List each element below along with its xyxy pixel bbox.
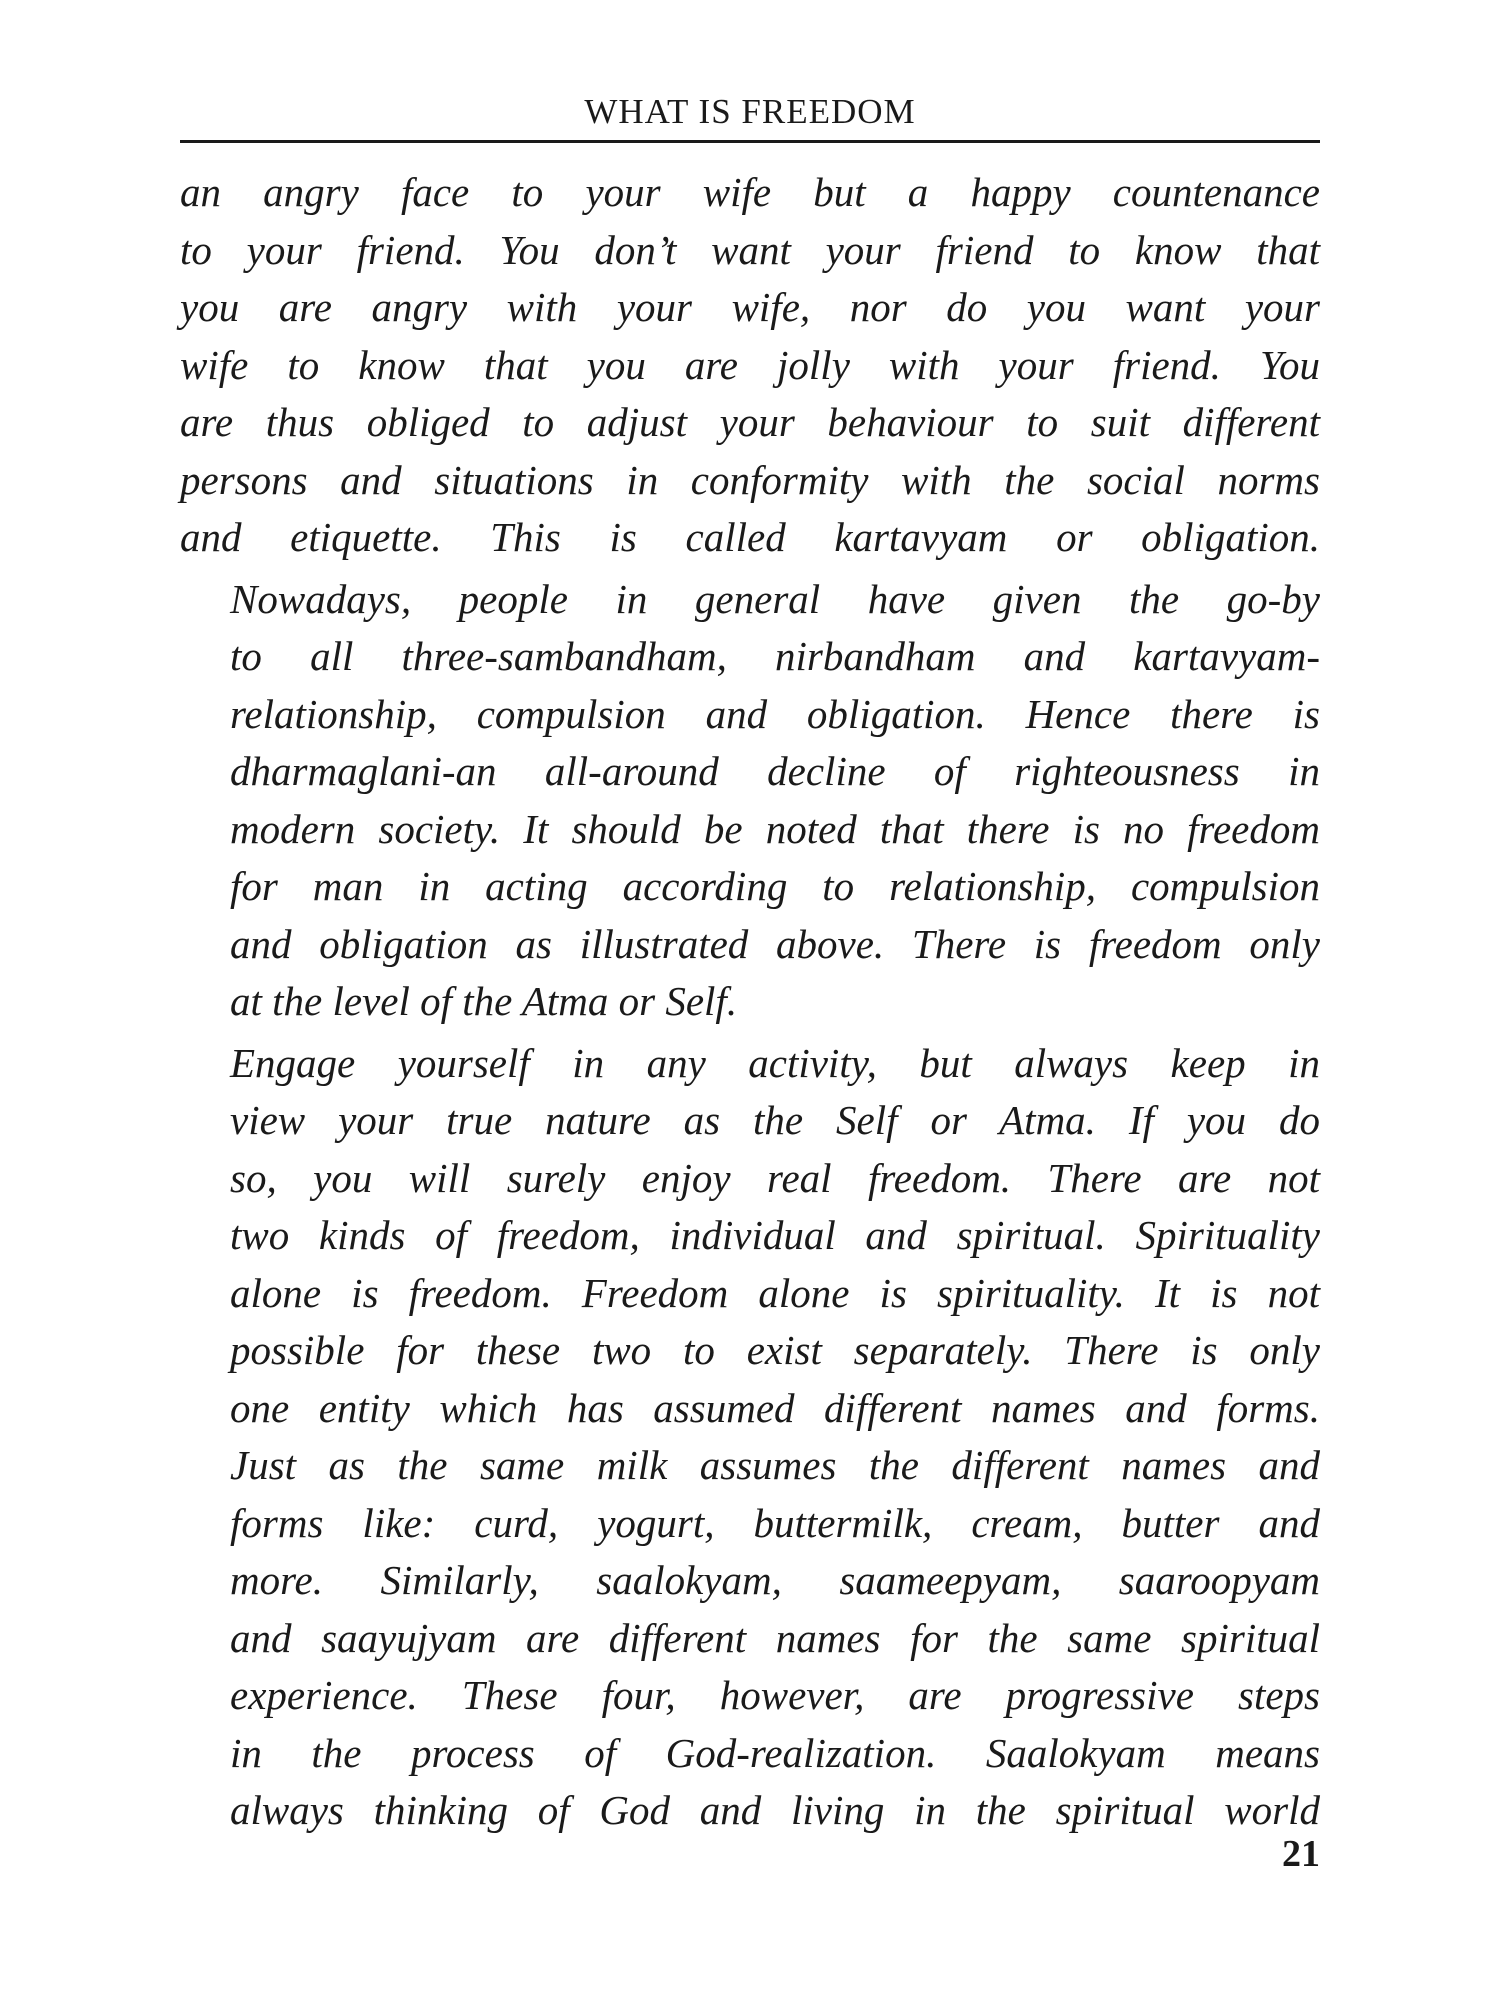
text-line: modern society. It should be noted that there is no freedom [230,805,1320,852]
text-line: Engage yourself in any activity, but always keep in [230,1039,1320,1086]
text-line: more. Similarly, saalokyam, saameepyam, saaroopyam [230,1557,1320,1603]
text-line: possible for these two to exist separately. There is only [230,1327,1320,1373]
text-line: Nowadays, people in general have given the go-by [230,575,1320,622]
text-line: you are angry with your wife, nor do you want your [180,284,1320,330]
paragraph-3 [180,1035,1320,1840]
text-line: always thinking of God and living in the spiritual world [230,1787,1320,1833]
text-line: relationship, compulsion and obligation. Hence there is [230,690,1320,737]
text-line: wife to know that you are jolly with your friend. You [180,341,1320,388]
text-line: at the level of the Atma or Self. [230,978,738,1024]
text-line: in the process of God-realization. Saalokyam means [230,1729,1320,1776]
text-line: are thus obliged to adjust your behaviour to suit different [180,399,1320,445]
page-number: 21 [1282,1833,1320,1875]
text-line: and obligation as illustrated above. There is freedom only [230,920,1320,967]
text-line: an angry face to your wife but a happy countenance [180,169,1320,215]
text-line: dharmaglani-an all-around decline of righteousness in [230,748,1320,794]
text-line: and saayujyam are different names for the same spiritual [230,1614,1320,1661]
text-line: view your true nature as the Self or Atma. If you do [230,1097,1320,1143]
text-line: and etiquette. This is called kartavyam or obligation. [180,514,1320,560]
text-line: alone is freedom. Freedom alone is spirituality. It is not [230,1269,1320,1316]
text-line: two kinds of freedom, individual and spiritual. Spirituality [230,1212,1320,1258]
text-line: persons and situations in conformity with the social norms [180,456,1320,503]
running-title: WHAT IS FREEDOM [584,92,916,131]
text-line: forms like: curd, yogurt, buttermilk, cream, butter and [230,1499,1320,1546]
paragraph-2 [180,571,1320,1031]
text-line: Just as the same milk assumes the different names and [230,1442,1320,1488]
text-line: one entity which has assumed different names and forms. [230,1384,1320,1431]
text-line: so, you will surely enjoy real freedom. There are not [230,1154,1320,1201]
text-line: for man in acting according to relationship, compulsion [230,863,1320,909]
text-line: experience. These four, however, are progressive steps [230,1672,1320,1718]
paragraph-1 [180,164,1320,567]
body-text [180,164,1320,1840]
text-line: to your friend. You don’t want your friend to know that [180,226,1320,273]
header-rule [180,140,1320,143]
text-line: to all three-sambandham, nirbandham and kartavyam- [230,633,1320,679]
